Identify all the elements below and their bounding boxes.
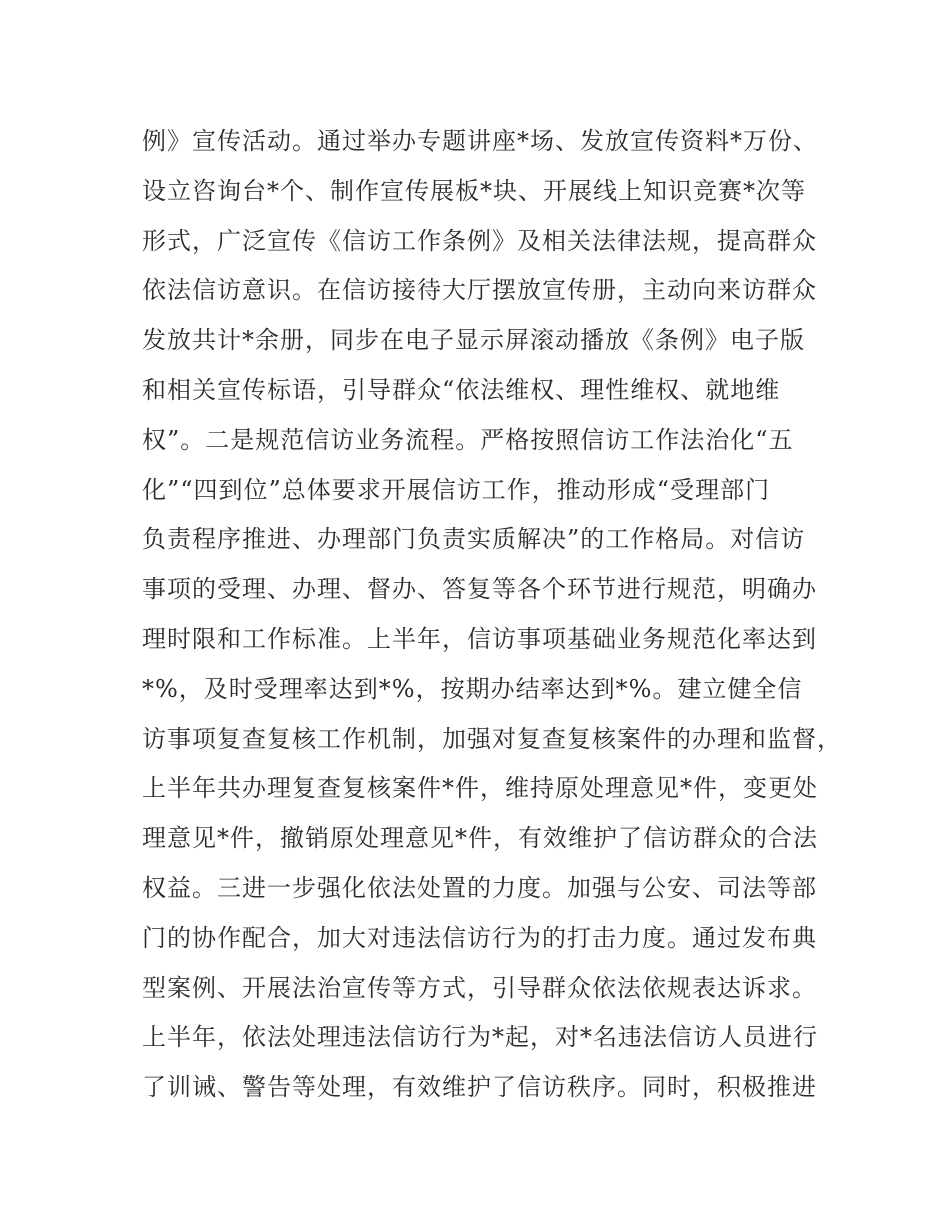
text-line: 形式，广泛宣传《信访工作条例》及相关法律法规，提高群众	[142, 226, 817, 255]
text-line: 权益。三进一步强化依法处置的力度。加强与公安、司法等部	[142, 873, 817, 902]
text-line: 门的协作配合，加大对违法信访行为的打击力度。通过发布典	[142, 923, 817, 952]
text-line: 理意见*件，撤销原处理意见*件，有效维护了信访群众的合法	[142, 824, 818, 853]
text-line: 例》宣传活动。通过举办专题讲座*场、发放宣传资料*万份、	[142, 127, 818, 155]
text-line: 上半年，依法处理违法信访行为*起，对*名违法信访人员进行	[142, 1023, 818, 1052]
text-line: 负责程序推进、办理部门负责实质解决”的工作格局。对信访	[142, 525, 806, 554]
text-line: 权”。二是规范信访业务流程。严格按照信访工作法治化“五	[142, 425, 794, 454]
text-line: 事项的受理、办理、督办、答复等各个环节进行规范，明确办	[142, 575, 817, 604]
text-line: 上半年共办理复查复核案件*件，维持原处理意见*件，变更处	[142, 774, 818, 803]
text-line: 理时限和工作标准。上半年，信访事项基础业务规范化率达到	[142, 624, 817, 653]
text-line: 依法信访意识。在信访接待大厅摆放宣传册，主动向来访群众	[142, 276, 817, 305]
text-line: 型案例、开展法治宣传等方式，引导群众依法依规表达诉求。	[142, 973, 817, 1002]
text-line: 和相关宣传标语，引导群众“依法维权、理性维权、就地维	[142, 375, 781, 404]
text-line: 访事项复查复核工作机制，加强对复查复核案件的办理和监督，	[142, 724, 842, 753]
body-paragraph	[142, 117, 842, 1113]
text-line: 发放共计*余册，同步在电子显示屏滚动播放《条例》电子版	[142, 326, 805, 355]
text-line: 化”“四到位”总体要求开展信访工作，推动形成“受理部门	[142, 475, 771, 504]
text-line: 了训诫、警告等处理，有效维护了信访秩序。同时，积极推进	[142, 1073, 817, 1102]
text-line: *%，及时受理率达到*%，按期办结率达到*%。建立健全信	[142, 674, 803, 703]
text-line: 设立咨询台*个、制作宣传展板*块、开展线上知识竞赛*次等	[142, 176, 806, 205]
